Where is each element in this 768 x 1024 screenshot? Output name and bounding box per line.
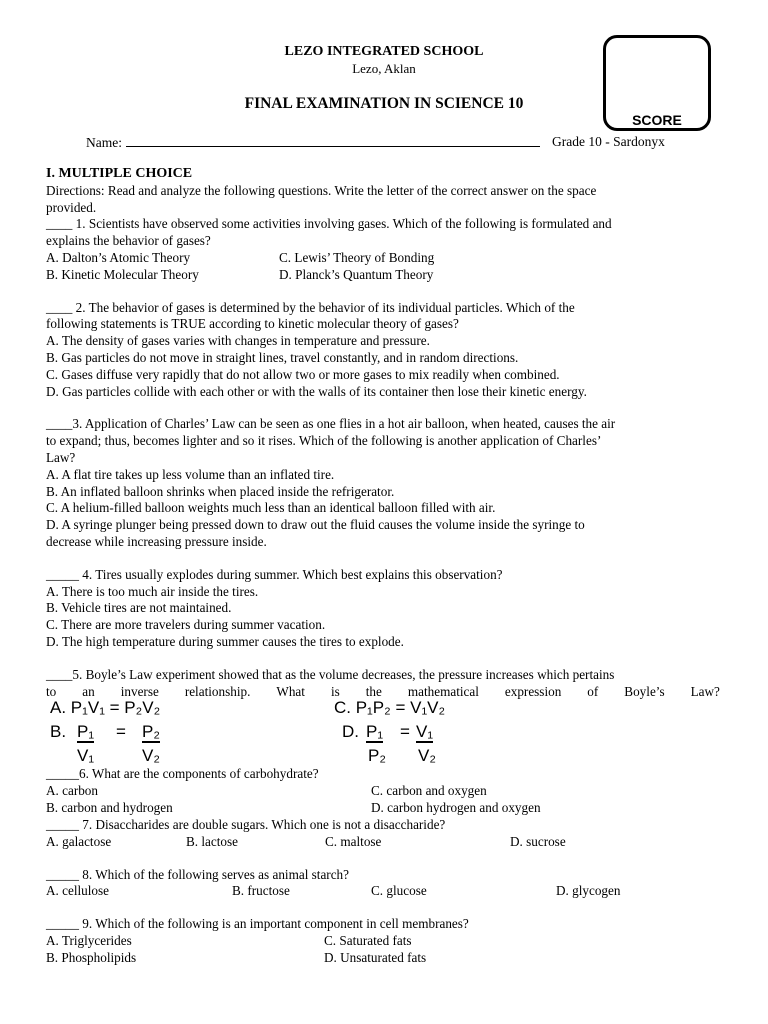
q2-stem-line-2: following statements is TRUE according to kinetic molecular theory of gases?: [46, 316, 459, 332]
q5-option-d-num1: P₁: [366, 722, 384, 742]
q5-formula-options: [46, 700, 720, 766]
q8-option-b: B. fructose: [232, 883, 290, 899]
q1-option-c: C. Lewis’ Theory of Bonding: [279, 249, 435, 265]
q6-option-c: C. carbon and oxygen: [371, 783, 487, 799]
q3-option-d-line-2: decrease while increasing pressure inside.: [46, 533, 267, 549]
school-location: Lezo, Aklan: [352, 61, 416, 76]
q5-option-b-label: B.: [50, 722, 67, 742]
q8-option-a: A. cellulose: [46, 883, 109, 899]
q8-option-c: C. glucose: [371, 883, 427, 899]
q4-option-a: A. There is too much air inside the tires.: [46, 583, 259, 599]
q5-option-b-eq: =: [116, 722, 126, 742]
name-row: [86, 134, 540, 151]
q2-stem-line-1: ____ 2. The behavior of gases is determined by the behavior of its individual particles. Which of the: [46, 299, 575, 315]
q7-options: [46, 834, 720, 851]
q5-option-d-eq: =: [400, 722, 410, 742]
q8-options: [46, 883, 720, 900]
q5-stem-word: relationship.: [184, 683, 251, 699]
q1-option-b: B. Kinetic Molecular Theory: [46, 266, 199, 282]
q5-stem-line-1: ____5. Boyle’s Law experiment showed that as the volume decreases, the pressure increases which pertains: [46, 666, 615, 682]
q2-option-a: A. The density of gases varies with changes in temperature and pressure.: [46, 333, 430, 349]
q4-stem: _____ 4. Tires usually explodes during summer. Which best explains this observation?: [46, 566, 503, 582]
q8-stem: _____ 8. Which of the following serves as animal starch?: [46, 866, 349, 882]
q6-option-d: D. carbon hydrogen and oxygen: [371, 799, 541, 815]
q7-option-d: D. sucrose: [510, 833, 566, 849]
score-box: [603, 35, 711, 131]
q5-option-d-label: D.: [342, 722, 359, 742]
q9-option-b: B. Phospholipids: [46, 949, 137, 965]
q5-option-b-den1: V₁: [77, 746, 95, 766]
q6-option-b: B. carbon and hydrogen: [46, 799, 173, 815]
q7-option-c: C. maltose: [325, 833, 382, 849]
grade-section-label: Grade 10 - Sardonyx: [552, 134, 665, 149]
q9-options: [46, 933, 720, 967]
q9-option-d: D. Unsaturated fats: [324, 949, 427, 965]
q7-option-a: A. galactose: [46, 833, 112, 849]
q6-options: [46, 783, 720, 817]
q4-option-d: D. The high temperature during summer causes the tires to explode.: [46, 633, 404, 649]
q3-stem-line-2: to expand; thus, becomes lighter and so it rises. Which of the following is another application of Charles’: [46, 433, 602, 449]
q2-option-c: C. Gases diffuse very rapidly that do not allow two or more gases to mix readily when combined.: [46, 366, 560, 382]
q6-stem: _____6. What are the components of carbohydrate?: [46, 766, 319, 782]
q4-option-b: B. Vehicle tires are not maintained.: [46, 600, 232, 616]
directions-line-2: provided.: [46, 199, 97, 215]
q5-stem-word: of: [587, 683, 599, 699]
directions-line-1: Directions: Read and analyze the following questions. Write the letter of the correct answer on the space: [46, 182, 597, 198]
q5-option-a: A. P₁V₁ = P₂V₂: [50, 698, 161, 718]
q4-option-c: C. There are more travelers during summer vacation.: [46, 617, 326, 633]
q7-option-b: B. lactose: [186, 833, 239, 849]
exam-content: [46, 166, 720, 967]
q1-stem-line-1: ____ 1. Scientists have observed some activities involving gases. Which of the following is formulated and: [46, 216, 612, 232]
q9-option-a: A. Triglycerides: [46, 933, 132, 949]
q5-stem-word: an: [82, 683, 95, 699]
name-blank-line[interactable]: [126, 134, 540, 147]
q5-stem-word: What: [276, 683, 305, 699]
q3-option-c: C. A helium-filled balloon weights much less than an identical balloon filled with air.: [46, 500, 496, 516]
q5-stem-word: is: [330, 683, 340, 699]
name-label: Name:: [86, 135, 122, 150]
exam-title: FINAL EXAMINATION IN SCIENCE 10: [244, 95, 524, 112]
q1-stem-line-2: explains the behavior of gases?: [46, 233, 211, 249]
q5-stem-word: the: [365, 683, 382, 699]
q3-stem-line-3: Law?: [46, 449, 76, 465]
q5-stem-word: Law?: [690, 683, 720, 699]
q3-option-b: B. An inflated balloon shrinks when placed inside the refrigerator.: [46, 483, 395, 499]
q6-option-a: A. carbon: [46, 783, 98, 799]
q5-stem-word: expression: [504, 683, 562, 699]
q5-option-d-den2: V₂: [418, 746, 436, 766]
q5-option-d-num2: V₁: [416, 722, 434, 742]
score-label: SCORE: [632, 112, 682, 128]
q9-stem: _____ 9. Which of the following is an important component in cell membranes?: [46, 916, 469, 932]
q1-options: [46, 250, 720, 284]
q5-stem-word: mathematical: [407, 683, 479, 699]
section-title: I. MULTIPLE CHOICE: [46, 166, 193, 181]
school-name: LEZO INTEGRATED SCHOOL: [284, 44, 484, 59]
q3-option-a: A. A flat tire takes up less volume than an inflated tire.: [46, 466, 335, 482]
q3-stem-line-1: ____3. Application of Charles’ Law can be seen as one flies in a hot air balloon, when heated, causes the air: [46, 416, 616, 432]
q5-stem-word: inverse: [120, 683, 159, 699]
q8-option-d: D. glycogen: [556, 883, 621, 899]
q2-option-b: B. Gas particles do not move in straight lines, travel constantly, and in random directions.: [46, 349, 519, 365]
q9-option-c: C. Saturated fats: [324, 933, 412, 949]
q5-option-b-den2: V₂: [142, 746, 160, 766]
q5-option-b-num1: P₁: [77, 722, 95, 742]
q2-option-d: D. Gas particles collide with each other or with the walls of its container then lose their kinetic energy.: [46, 383, 587, 399]
q5-option-d-den1: P₂: [368, 746, 386, 766]
q5-option-c: C. P₁P₂ = V₁V₂: [334, 698, 446, 718]
q5-stem-word: to: [46, 683, 57, 699]
q1-option-d: D. Planck’s Quantum Theory: [279, 266, 434, 282]
q5-option-b-num2: P₂: [142, 722, 160, 742]
q3-option-d-line-1: D. A syringe plunger being pressed down to draw out the fluid causes the volume inside the syringe to: [46, 517, 585, 533]
q5-stem-word: Boyle’s: [624, 683, 665, 699]
q1-option-a: A. Dalton’s Atomic Theory: [46, 249, 191, 265]
q7-stem: _____ 7. Disaccharides are double sugars. Which one is not a disaccharide?: [46, 816, 446, 832]
